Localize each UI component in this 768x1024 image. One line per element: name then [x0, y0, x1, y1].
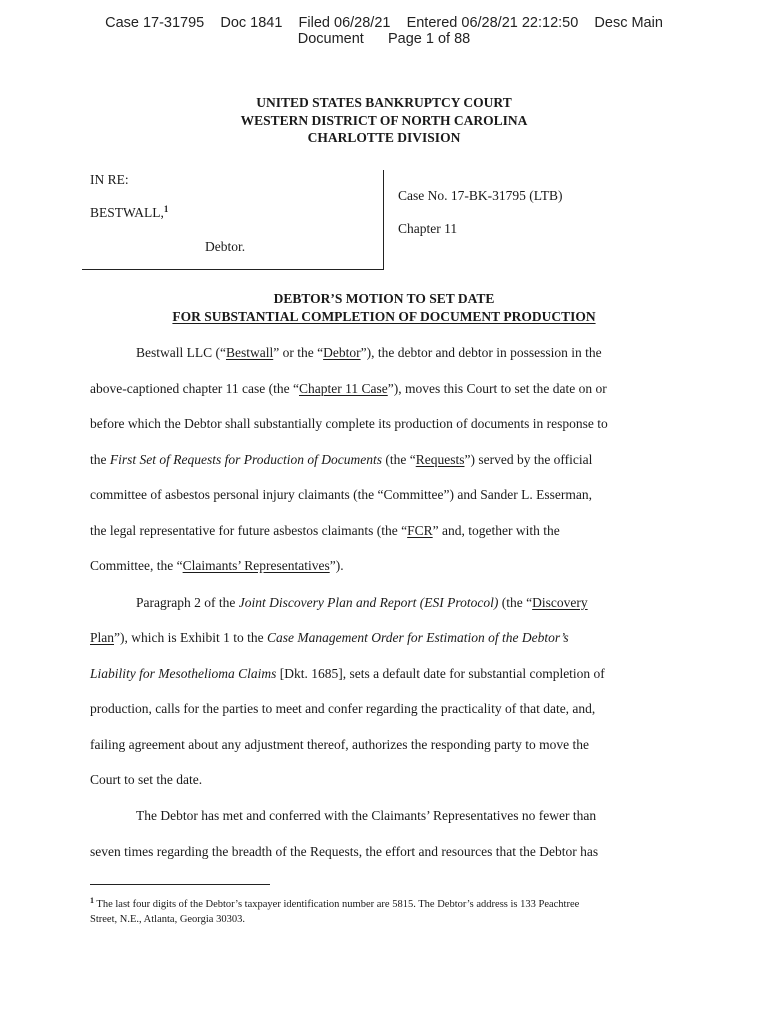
- filing-header-line1: Case 17-31795 Doc 1841 Filed 06/28/21 Entered 06/28/21 22:12:50 Desc Main: [105, 15, 663, 31]
- paragraph-2-line-5: failing agreement about any adjustment thereof, authorizes the responding party to move the: [90, 736, 589, 752]
- footnote-mark: 1: [90, 896, 94, 905]
- motion-subtitle: FOR SUBSTANTIAL COMPLETION OF DOCUMENT PRODUCTION: [172, 308, 596, 324]
- court-division: CHARLOTTE DIVISION: [307, 130, 461, 145]
- paragraph-2-line-3: Liability for Mesothelioma Claims [Dkt. 1685], sets a default date for substantial completion of: [90, 665, 605, 681]
- paragraph-1-line-4: the First Set of Requests for Production of Documents (the “Requests”) served by the official: [90, 451, 593, 467]
- caption-vertical-rule: [383, 170, 384, 270]
- court-district: WESTERN DISTRICT OF NORTH CAROLINA: [240, 112, 528, 128]
- court-name: UNITED STATES BANKRUPTCY COURT: [256, 95, 512, 110]
- caption-role: Debtor.: [205, 239, 246, 254]
- caption-party: BESTWALL,$^1$: [90, 204, 169, 220]
- footnote-line-1: $^1$ The last four digits of the Debtor’s taxpayer identification number are 5815. The Debtor’s address is 133 Peachtree: [90, 896, 580, 910]
- paragraph-1-line-2: above-captioned chapter 11 case (the “Chapter 11 Case”), moves this Court to set the date on or: [90, 380, 607, 396]
- motion-title: DEBTOR’S MOTION TO SET DATE: [273, 291, 495, 306]
- caption-in-re: IN RE:: [90, 172, 129, 187]
- footnote-line-2: Street, N.E., Atlanta, Georgia 30303.: [90, 914, 245, 925]
- filing-header-line2: Document Page 1 of 88: [297, 31, 471, 47]
- paragraph-1-line-6: the legal representative for future asbestos claimants (the “FCR” and, together with the: [90, 522, 560, 538]
- paragraph-3-line-1: The Debtor has met and conferred with the Claimants’ Representatives no fewer than: [136, 808, 597, 823]
- paragraph-1-line-1: Bestwall LLC (“Bestwall” or the “Debtor”), the debtor and debtor in possession in the: [136, 345, 602, 360]
- caption-horizontal-rule: [82, 269, 384, 270]
- paragraph-2-line-4: production, calls for the parties to meet and confer regarding the practicality of that date, and,: [90, 701, 596, 716]
- footnote-reference[interactable]: 1: [163, 204, 169, 214]
- footnote-rule: [90, 884, 270, 885]
- chapter-label: Chapter 11: [398, 221, 458, 236]
- case-number: Case No. 17-BK-31795 (LTB): [398, 188, 563, 203]
- paragraph-1-line-3: before which the Debtor shall substantially complete its production of documents in response to: [90, 416, 608, 431]
- paragraph-2-line-6: Court to set the date.: [90, 772, 203, 787]
- paragraph-2-line-1: Paragraph 2 of the Joint Discovery Plan and Report (ESI Protocol) (the “Discovery: [136, 594, 588, 610]
- paragraph-1-line-7: Committee, the “Claimants’ Representatives”).: [90, 558, 344, 573]
- paragraph-1-line-5: committee of asbestos personal injury claimants (the “Committee”) and Sander L. Esserman,: [90, 487, 592, 502]
- paragraph-2-line-2: Plan”), which is Exhibit 1 to the Case Management Order for Estimation of the Debtor’s: [90, 630, 569, 645]
- paragraph-3-line-2: seven times regarding the breadth of the Requests, the effort and resources that the Debtor has: [90, 843, 599, 859]
